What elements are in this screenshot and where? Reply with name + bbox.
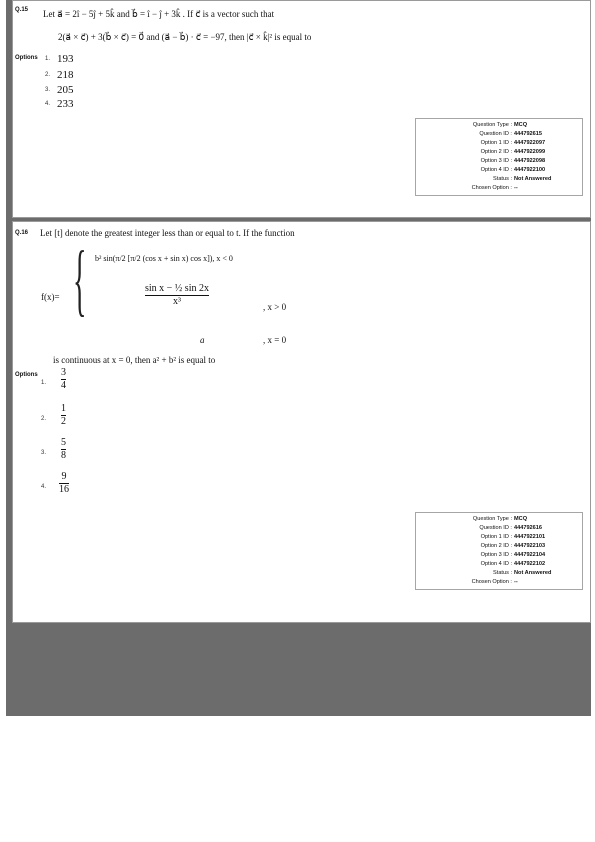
option-number: 3. xyxy=(41,450,47,456)
function-name: f(x)= xyxy=(41,292,60,302)
options-label: Options xyxy=(15,372,38,378)
meta-value: Not Answered xyxy=(514,176,552,182)
meta-key: Option 4 ID : xyxy=(480,167,512,173)
fraction-numerator: sin x − ½ sin 2x xyxy=(145,283,209,294)
question-panel-16 xyxy=(12,221,591,623)
meta-key: Status : xyxy=(493,570,512,576)
piecewise-case-1: b² sin(π/2 [π/2 (cos x + sin x) cos x]), x < 0 xyxy=(95,254,233,263)
meta-key: Chosen Option : xyxy=(471,579,512,585)
meta-key: Question ID : xyxy=(479,525,512,531)
meta-key: Question Type : xyxy=(472,122,512,128)
meta-value: -- xyxy=(514,579,518,585)
meta-key: Question ID : xyxy=(479,131,512,137)
question-text-line2: is continuous at x = 0, then a² + b² is equal to xyxy=(53,355,216,365)
fraction-denominator: 16 xyxy=(59,484,69,495)
option-number: 1. xyxy=(41,380,47,386)
fraction-denominator: 2 xyxy=(61,416,66,427)
fraction-denominator: 8 xyxy=(61,450,66,461)
option-fraction xyxy=(61,368,66,391)
options-label: Options xyxy=(15,55,38,61)
meta-value: 4447922104 xyxy=(514,552,546,558)
piecewise-case-3-value: a xyxy=(200,335,205,345)
piecewise-brace: { xyxy=(73,236,87,324)
meta-key: Option 1 ID : xyxy=(480,534,512,540)
meta-key: Option 3 ID : xyxy=(480,158,512,164)
meta-value: 4447922102 xyxy=(514,561,546,567)
meta-key: Option 2 ID : xyxy=(480,543,512,549)
meta-value: Not Answered xyxy=(514,570,552,576)
question-meta-box xyxy=(415,512,583,590)
fraction-numerator: 3 xyxy=(61,367,66,378)
meta-value: 4447922097 xyxy=(514,140,546,146)
meta-value: 4447922100 xyxy=(514,167,546,173)
question-panel-15 xyxy=(12,0,591,218)
option-fraction xyxy=(61,404,66,427)
meta-value: MCQ xyxy=(514,122,528,128)
meta-value: 4447922098 xyxy=(514,158,546,164)
option-number: 2. xyxy=(41,416,47,422)
option-value: 218 xyxy=(57,69,74,81)
option-number: 4. xyxy=(45,101,51,107)
meta-value: 4447922099 xyxy=(514,149,546,155)
option-number: 3. xyxy=(45,87,51,93)
option-fraction xyxy=(59,472,69,495)
piecewise-case-2-fraction xyxy=(145,284,209,307)
option-number: 2. xyxy=(45,72,51,78)
option-value: 193 xyxy=(57,53,74,65)
question-text-line1: Let a⃗ = 2î − 5ĵ + 5k̂ and b⃗ = î − ĵ + 3k̂ . If c⃗ is a vector such that xyxy=(43,9,275,19)
option-number: 1. xyxy=(45,56,51,62)
meta-key: Status : xyxy=(493,176,512,182)
meta-key: Question Type : xyxy=(472,516,512,522)
fraction-numerator: 5 xyxy=(61,437,66,448)
meta-value: 4447922103 xyxy=(514,543,546,549)
question-text-line2: 2(a⃗ × c⃗) + 3(b⃗ × c⃗) = 0⃗ and (a⃗ − b⃗) · c⃗ = −97, then |c⃗ × k̂|² is equal to xyxy=(58,32,312,42)
meta-key: Chosen Option : xyxy=(471,185,512,191)
question-number: Q.15 xyxy=(15,7,29,13)
meta-value: -- xyxy=(514,185,518,191)
meta-key: Option 4 ID : xyxy=(480,561,512,567)
option-value: 233 xyxy=(57,98,74,110)
meta-value: 444792616 xyxy=(514,525,542,531)
meta-value: 444792615 xyxy=(514,131,542,137)
meta-key: Option 3 ID : xyxy=(480,552,512,558)
question-number: Q.16 xyxy=(15,230,29,236)
piecewise-case-2-condition: , x > 0 xyxy=(263,302,287,312)
fraction-numerator: 9 xyxy=(61,471,67,482)
question-paper-background xyxy=(6,0,591,716)
meta-key: Option 1 ID : xyxy=(480,140,512,146)
meta-value: 4447922101 xyxy=(514,534,546,540)
piecewise-case-3-condition: , x = 0 xyxy=(263,335,287,345)
fraction-numerator: 1 xyxy=(61,403,66,414)
option-fraction xyxy=(61,438,66,461)
option-number: 4. xyxy=(41,484,47,490)
fraction-denominator: x³ xyxy=(172,296,181,307)
meta-value: MCQ xyxy=(514,516,528,522)
question-text-line1: Let [t] denote the greatest integer less than or equal to t. If the function xyxy=(40,228,295,238)
fraction-denominator: 4 xyxy=(61,380,66,391)
meta-key: Option 2 ID : xyxy=(480,149,512,155)
question-meta-box xyxy=(415,118,583,196)
option-value: 205 xyxy=(57,84,74,96)
